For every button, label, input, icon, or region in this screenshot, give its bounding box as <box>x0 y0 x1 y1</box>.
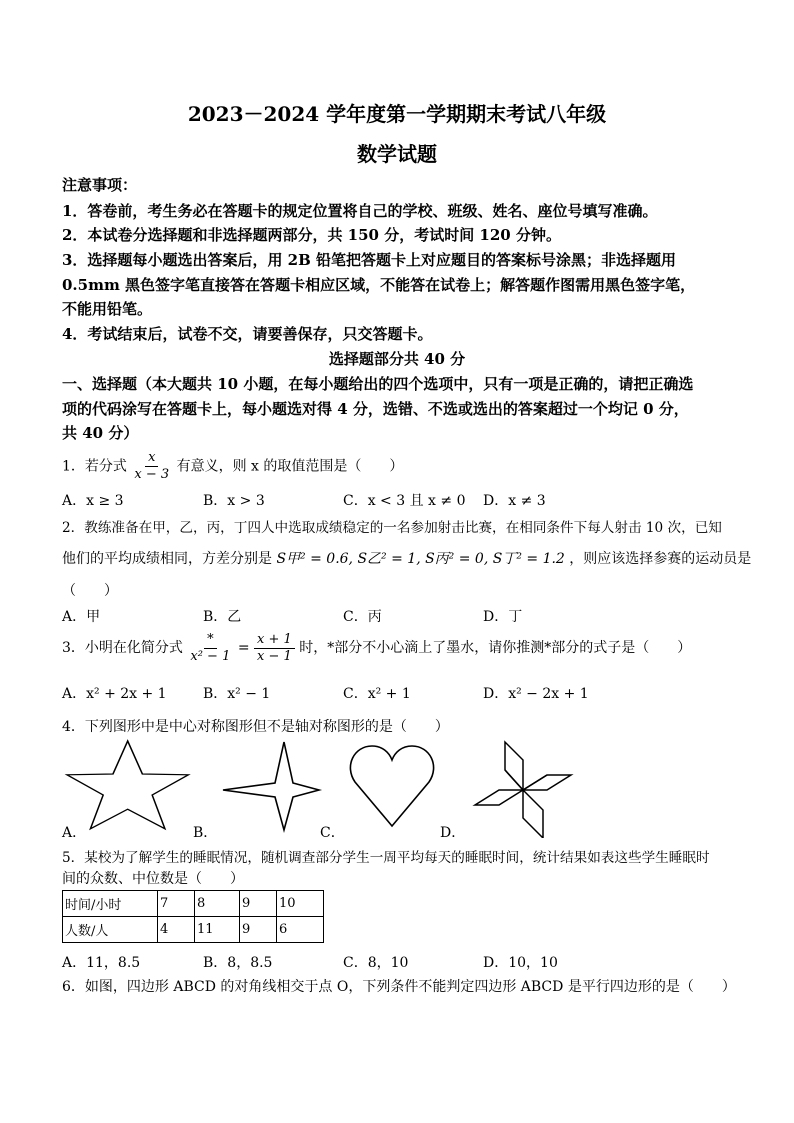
q4-label-d: D． <box>440 825 466 841</box>
section-intro-line-2: 项的代码涂写在答题卡上，每小题选对得 4 分，选错、不选或选出的答案超过一个均记 0 分， <box>62 400 689 418</box>
table-cell: 10 <box>277 891 324 917</box>
q5-line-1: 5．某校为了解学生的睡眠情况，随机调查部分学生一周平均每天的睡眠时间，统计结果如表这些学生睡眠时 <box>62 850 710 866</box>
q4-label-c: C． <box>320 825 345 841</box>
table-cell: 人数/人 <box>63 917 158 943</box>
table-row <box>63 917 324 943</box>
heart-icon <box>350 746 433 826</box>
table-cell: 6 <box>277 917 324 943</box>
five-point-star-icon <box>67 741 189 829</box>
q1-fraction-denominator: x − 3 <box>134 467 170 482</box>
q2-line-2 <box>62 548 751 568</box>
q6-text: 6．如图，四边形 ABCD 的对角线相交于点 O，下列条件不能判定四边形 ABCD 是平行四边形的是（ ） <box>62 979 736 995</box>
q2-option-c: C．丙 <box>343 609 382 625</box>
table-cell: 4 <box>158 917 195 943</box>
q4-figures <box>62 738 732 838</box>
q1-option-c: C．x < 3 且 x ≠ 0 <box>343 493 466 509</box>
q1-fraction <box>131 450 172 483</box>
table-cell: 9 <box>240 917 277 943</box>
note-line-1: 1．答卷前，考生务必在答题卡的规定位置将自己的学校、班级、姓名、座位号填写准确。 <box>62 202 658 220</box>
q1-option-d: D．x ≠ 3 <box>483 493 546 509</box>
question-1 <box>62 450 403 483</box>
q5-option-b: B．8，8.5 <box>203 955 273 971</box>
q3-suffix: 时，*部分不小心滴上了墨水，请你推测*部分的式子是（ ） <box>299 640 692 656</box>
q1-fraction-numerator: x <box>145 450 158 467</box>
note-line-3: 3．选择题每小题选出答案后，用 2B 铅笔把答题卡上对应题目的答案标号涂黑；非选择题用 <box>62 251 677 269</box>
pinwheel-icon <box>475 742 571 838</box>
q4-label-b: B． <box>193 825 218 841</box>
note-line-4: 0.5mm 黑色签字笔直接答在答题卡相应区域，不能答在试卷上；解答题作图需用黑色签字笔， <box>62 276 696 294</box>
q2-option-d: D．丁 <box>483 609 523 625</box>
four-point-star-icon <box>223 742 319 830</box>
section-intro-line-3: 共 40 分） <box>62 424 139 442</box>
section-intro-line-1: 一、选择题（本大题共 10 小题，在每小题给出的四个选项中，只有一项是正确的，请把正确选 <box>62 375 694 393</box>
q4-text: 4．下列图形中是中心对称图形但不是轴对称图形的是（ ） <box>62 719 449 735</box>
q3-fraction-left <box>187 632 233 665</box>
q5-option-c: C．8，10 <box>343 955 409 971</box>
note-line-6: 4．考试结束后，试卷不交，请要善保存，只交答题卡。 <box>62 325 433 343</box>
table-cell: 8 <box>195 891 240 917</box>
table-cell: 9 <box>240 891 277 917</box>
notes-heading: 注意事项： <box>62 176 138 194</box>
note-line-5: 不能用铅笔。 <box>62 300 153 318</box>
q5-option-a: A．11，8.5 <box>62 955 141 971</box>
q3-option-c: C．x² + 1 <box>343 686 411 702</box>
q1-option-b: B．x > 3 <box>203 493 265 509</box>
q3-fraction-right <box>254 632 295 665</box>
q3-left-denominator: x² − 1 <box>190 648 231 664</box>
q5-option-d: D．10，10 <box>483 955 558 971</box>
table-row <box>63 891 324 917</box>
q2-line-3: （ ） <box>62 583 118 599</box>
q1-option-a: A．x ≥ 3 <box>62 493 124 509</box>
q3-prefix: 3．小明在化简分式 <box>62 640 183 656</box>
q3-option-a: A．x² + 2x + 1 <box>62 686 167 702</box>
sleep-time-table <box>62 890 324 943</box>
q3-left-numerator: * <box>204 632 217 649</box>
exam-subtitle: 数学试题 <box>357 142 437 166</box>
section-heading: 选择题部分共 40 分 <box>328 350 466 368</box>
q2-line-2-end: ，则应该选择参赛的运动员是 <box>569 551 752 567</box>
table-cell: 时间/小时 <box>63 891 158 917</box>
q1-prefix: 1．若分式 <box>62 458 127 475</box>
q2-option-a: A．甲 <box>62 609 101 625</box>
q3-equals: = <box>237 640 250 656</box>
exam-title: 2023－2024 学年度第一学期期末考试八年级 <box>187 102 607 126</box>
q3-option-d: D．x² − 2x + 1 <box>483 686 589 702</box>
q1-suffix: 有意义，则 x 的取值范围是（ ） <box>176 458 404 475</box>
q2-line-1: 2．教练准备在甲，乙，丙，丁四人中选取成绩稳定的一名参加射击比赛，在相同条件下每人射击 10 次，已知 <box>62 520 722 536</box>
q4-label-a: A． <box>62 825 87 841</box>
q2-variance-formula: S甲² = 0.6, S乙² = 1, S丙² = 0, S丁² = 1.2 <box>276 551 565 567</box>
q3-option-b: B．x² − 1 <box>203 686 271 702</box>
note-line-2: 2．本试卷分选择题和非选择题两部分，共 150 分，考试时间 120 分钟。 <box>62 226 561 244</box>
q2-option-b: B．乙 <box>203 609 242 625</box>
question-3 <box>62 631 691 665</box>
q5-line-2: 间的众数、中位数是（ ） <box>62 871 244 887</box>
table-cell: 11 <box>195 917 240 943</box>
q2-line-2-text: 他们的平均成绩相同，方差分别是 <box>62 551 272 567</box>
table-cell: 7 <box>158 891 195 917</box>
q3-right-denominator: x − 1 <box>257 648 292 664</box>
q3-right-numerator: x + 1 <box>254 632 295 649</box>
